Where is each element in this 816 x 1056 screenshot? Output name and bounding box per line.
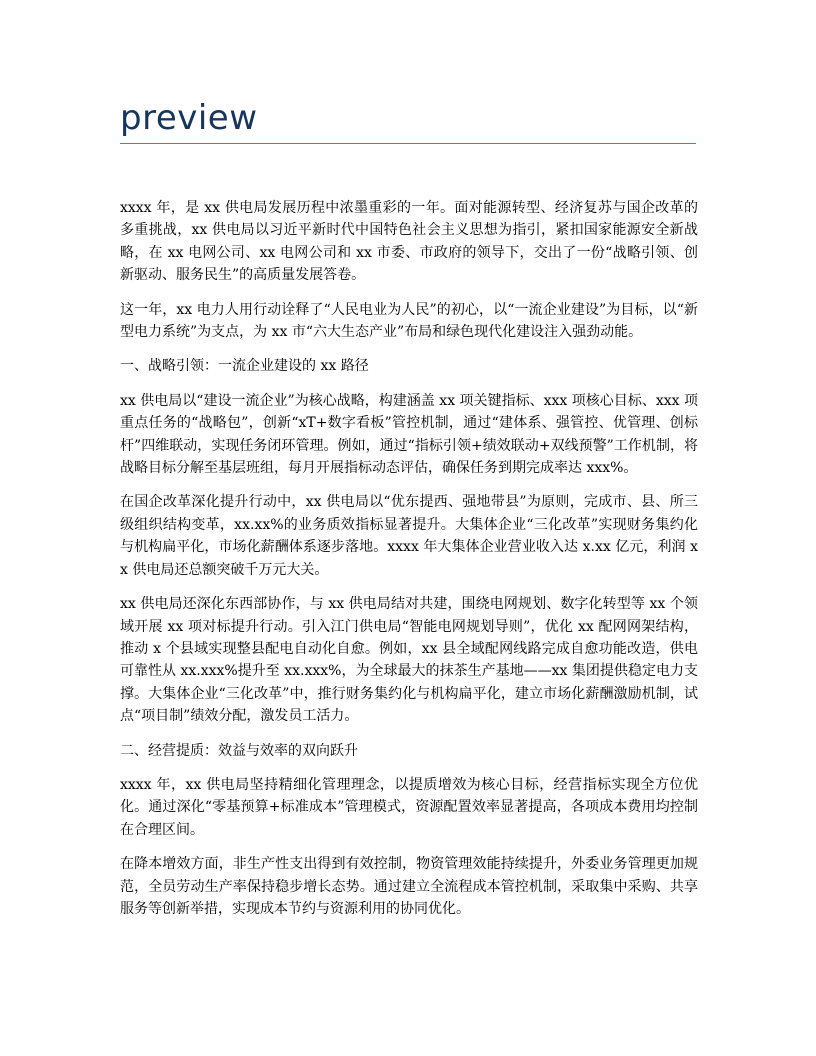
document-title: preview [120,98,258,138]
section-heading-operations: 二、经营提质：效益与效率的双向跃升 [120,742,358,759]
paragraph-intro: xxxx 年，是 xx 供电局发展历程中浓墨重彩的一年。面对能源转型、经济复苏与国企改革的多重挑战，xx 供电局以习近平新时代中国特色社会主义思想为指引，紧扣国家能源安全新战略，在 xx 电网公司、xx 电网公司和 xx 市委、市政府的领导下，交出了一份“战略引领、创新驱动、服务民生”的高质量发展答卷。 [120,200,698,284]
paragraph-mission: 这一年，xx 电力人用行动诠释了“人民电业为人民”的初心，以“一流企业建设”为目标，以“新型电力系统”为支点，为 xx 市“六大生态产业”布局和绿色现代化建设注入强劲动能。 [120,301,698,341]
paragraph-cooperation: xx 供电局还深化东西部协作，与 xx 供电局结对共建，围绕电网规划、数字化转型等 xx 个领域开展 xx 项对标提升行动。引入江门供电局“智能电网规划导则”，优化 xx 配网网架结构，推动 x 个县域实现整县配电自动化自愈。例如，xx 县全域配网线路完成自愈功能改造，供电可靠性从 xx.xxx%提升至 xx.xxx%，为全球最大的抹茶生产基地——xx 集团提供稳定电力支撑。大集体企业“三化改革”中，推行财务集约化与机构扁平化，建立市场化薪酬激励机制，试点“项目制”绩效分配，激发员工活力。 [120,596,698,725]
section-heading-strategy: 一、战略引领：一流企业建设的 xx 路径 [120,358,369,375]
paragraph-reform: 在国企改革深化提升行动中，xx 供电局以“优东提西、强地带县”为原则，完成市、县、所三级组织结构变革，xx.xx%的业务质效指标显著提升。大集体企业“三化改革”实现财务集约化与机构扁平化，市场化薪酬体系逐步落地。xxxx 年大集体企业营业收入达 x.xx 亿元，利润 xx 供电局还总额突破千万元大关。 [120,494,698,578]
paragraph-cost-reduction: 在降本增效方面，非生产性支出得到有效控制，物资管理效能持续提升，外委业务管理更加规范，全员劳动生产率保持稳步增长态势。通过建立全流程成本管控机制，采取集中采购、共享服务等创新举措，实现成本节约与资源利用的协同优化。 [120,856,698,917]
document-body [120,197,698,932]
title-divider [120,143,696,144]
paragraph-operations: xxxx 年，xx 供电局坚持精细化管理理念，以提质增效为核心目标，经营指标实现全方位优化。通过深化“零基预算+标准成本”管理模式，资源配置效率显著提高，各项成本费用均控制在合理区间。 [120,776,698,838]
paragraph-strategy: xx 供电局以“建设一流企业”为核心战略，构建涵盖 xx 项关键指标、xxx 项核心目标、xxx 项重点任务的“战略包”，创新“xT+数字看板”管控机制，通过“建体系、强管控、优管理、创标杆”四维联动，实现任务闭环管理。例如，通过“指标引领+绩效联动+双线预警”工作机制，将战略目标分解至基层班组，每月开展指标动态评估，确保任务到期完成率达 xxx%。 [120,392,698,477]
